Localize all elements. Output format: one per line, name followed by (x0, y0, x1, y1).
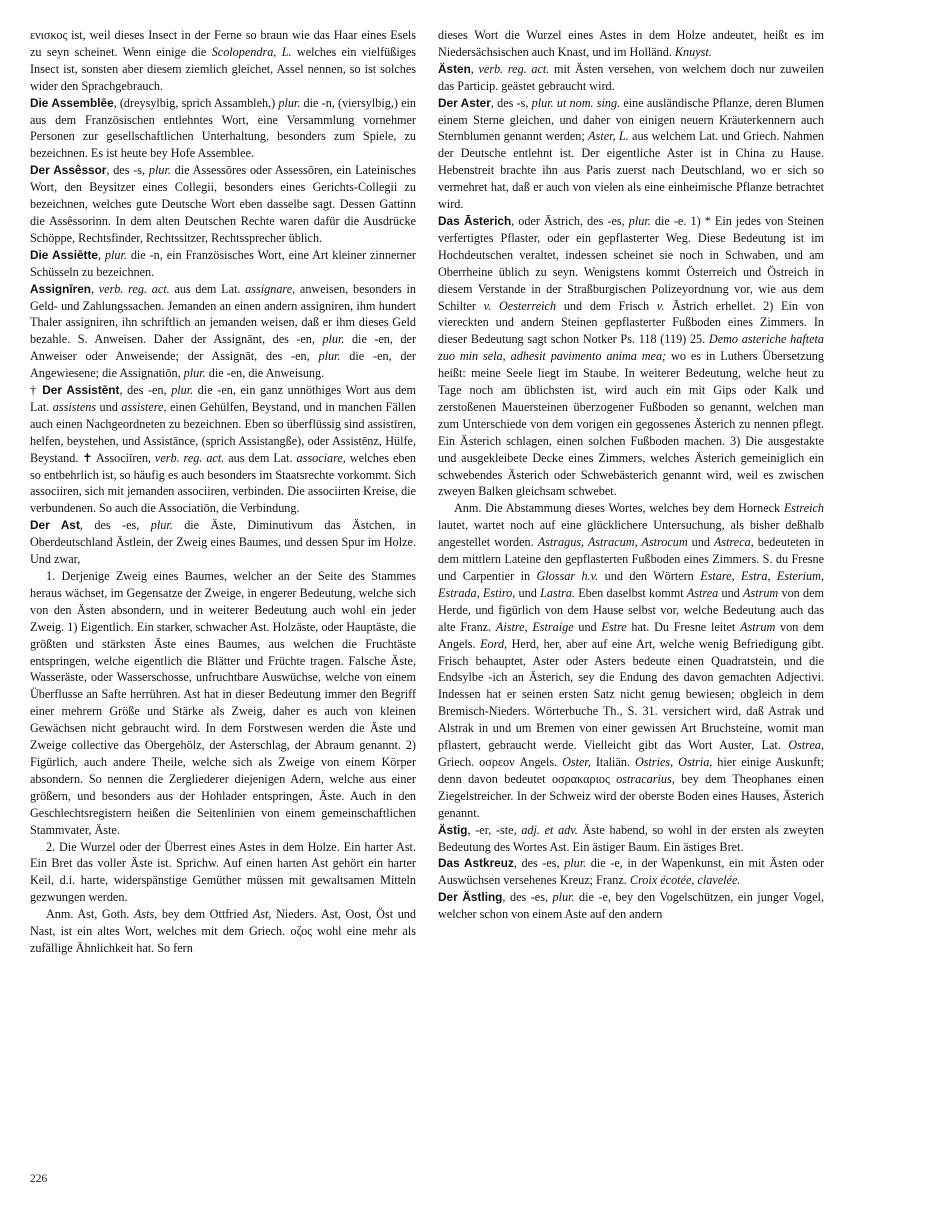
entry-paragraph (438, 213, 824, 500)
body-text: Anm. Die Abstammung dieses Wortes, welches bey dem Horneck (454, 501, 784, 516)
italic-text: verb. reg. act. (98, 281, 170, 296)
italic-text: Aistre, Estraige (495, 619, 574, 634)
body-text: Eben daselbst kommt (574, 585, 687, 600)
body-text: einen Gehülfen, Beystand, und in manchen Fällen auch einen Nachgeordneten zu bezeichnen. Eben so überflüssig sind assistīren, helfen, beystehen, und Assistānce, (sprich Assistangße), oder Assistēnz, Hülfe, Beystand. ✝ Associīren, (30, 399, 417, 465)
body-text: , des -en, (119, 383, 172, 398)
headword: Assignīren (30, 281, 91, 296)
italic-text: Astreca, (713, 535, 754, 550)
italic-text: Ast, (252, 907, 272, 922)
body-text: , des -es, (513, 856, 565, 871)
body-text: die -en, ein ganz unnöthiges Wort aus dem Lat. (30, 383, 417, 414)
italic-text: Scolopendra, L. (211, 44, 292, 59)
body-text: Griech. οσρεον Angels. (438, 754, 563, 769)
italic-text: plur. (183, 366, 206, 381)
body-text: die -e, in der Wapenkunst, ein mit Ästen oder Auswüchsen versehenes Kreuz; Franz. (438, 856, 824, 888)
body-text: 2. Die Wurzel oder der Überrest eines Astes in dem Holze. Ein harter Ast. Ein Bret das voller Äste ist. Sprichw. Auf einen harten Ast gehört ein harter Keil, d.i. harte, widerspänstige Gemüther müssen mit gewaltsamen Mitteln gezwungen werden. (30, 839, 416, 905)
headword: Der Aster (438, 95, 491, 110)
entry-paragraph (30, 568, 416, 839)
body-text: , (470, 61, 479, 76)
italic-text: plur. (148, 163, 171, 178)
headword: Der Ästling (438, 890, 503, 905)
left-column (30, 27, 416, 957)
italic-text: plur. (628, 213, 651, 228)
entry-paragraph (438, 500, 824, 821)
body-text: Äste habend, so wohl in der ersten als zweyten Bedeutung des Wortes Ast. Ein ästiger Baum. Ein ästiges Bret. (438, 822, 825, 854)
italic-text: Croix écotée, clavelée. (629, 873, 741, 888)
italic-text: Glossar h.v. (536, 569, 599, 583)
entry-paragraph (30, 517, 416, 568)
body-text: und (96, 399, 122, 414)
italic-text: Ostries, Ostria, (634, 754, 713, 769)
body-text: lautet, wartet noch auf eine glücklichere Untersuchung, als bisher deßhalb angestellet worden. (438, 518, 824, 550)
italic-text: verb. reg. act. (478, 61, 550, 76)
body-text: Italiän. (590, 754, 635, 769)
italic-text: v. Oesterreich (483, 298, 557, 313)
italic-text: Estre (601, 619, 627, 634)
italic-text: Estare, Estra, Esterium, Estrada, Estiro, (438, 569, 824, 600)
body-text: welches ein vielfüßiges Insect ist, sonsten aber diesem ziemlich gleichet, Assel nennen, so ist solches wider den Sprachgebrauch. (30, 44, 416, 93)
italic-text: Knuyst. (674, 44, 712, 59)
entry-paragraph (438, 61, 824, 95)
entry-paragraph (30, 247, 416, 281)
body-text: 1. Derjenige Zweig eines Baumes, welcher an der Seite des Stammes heraus wächset, im Gegensatze der Zweige, in engerer Bedeutung, welche sich von den Ästen absondern, und in weiterer Bedeutung auch wohl ein jeder Zweig. 1) Eigentlich. Ein starker, schwacher Ast. Holzäste, oder Hauptäste, die größten und stärksten Äste eines Baumes, aus welchen die Fruchtäste entspringen, welche eigentlich die Blätter und Früchte tragen. Falsche Äste, Wasseräste, oder Wasserschosse, unfruchtbare Auswüchse, welche von einem Überflusse an Safte herrühren. Ast hat in dieser Bedeutung immer den Begriff einer mehrern Größe und Stärke als Zweig, daher es auch von kleinen Gewächsen nicht gebraucht wird. In dem Forstwesen werden die Äste und Zweige collective das Obergehölz, der Asterschlag, der Abraum genannt. 2) Figürlich, auch andere Theile, welche sich als Zweige von einem Körper absondern. So nennen die Zergliederer diejenigen Adern, welche aus einer größern, und besonders aus der Hohlader entspringen, Äste. Auch in den Geschlechtsregistern heißen die Seitenlinien von einem gemeinschaftlichen Stammvater, Äste. (30, 569, 416, 837)
body-text: , (90, 281, 99, 296)
italic-text: Astrum (740, 619, 776, 634)
italic-text: assistens (52, 399, 97, 414)
headword: Der Ast (30, 518, 80, 533)
body-text: ενισκος ist, weil dieses Insect in der Ferne so braun wie das Haar eines Esels zu seyn scheinet. Wenn einige die (30, 28, 416, 59)
body-text: welches eben so entbehrlich ist, so häufig es auch besonders im Staatsrechte vorkommt. Sich associiren, sich mit jemanden associiren, verbinden. Die associirten Kreise, die verbundenen. So auch die Associatiōn, die Verbindung. (30, 450, 416, 516)
body-text: bey dem Ottfried (157, 907, 253, 922)
italic-text: Astrum (743, 585, 779, 600)
body-text: die -en, die Anweisung. (205, 366, 325, 381)
italic-text: Astrea (686, 585, 719, 600)
right-column (438, 27, 824, 923)
italic-text: plur. ut nom. sing. (531, 95, 621, 110)
body-text: Nieders. Ast, Oost, Öst und Nast, ist ein altes Wort, welches mit dem Griech. οζος wohl eine mehr als zufällige Ähnlichkeit hat. So fern (30, 907, 416, 955)
entry-paragraph (438, 822, 824, 856)
italic-text: Estreich (783, 501, 824, 516)
entry-paragraph (438, 889, 824, 923)
body-text: eine ausländische Pflanze, deren Blumen einem Sterne gleichen, und daher von einigen neuern Kräuterkennern auch Sternblumen genannt werden; (438, 95, 824, 144)
italic-text: verb. reg. act. (154, 450, 225, 465)
body-text: die -en, der Anweiser oder Anweisende; der Assignāt, des -en, (30, 332, 417, 364)
italic-text: assistere, (121, 399, 167, 414)
headword: Der Assistēnt (42, 383, 120, 398)
body-text: aus dem Lat. (169, 281, 246, 296)
body-text: und (573, 619, 602, 634)
page-number: 226 (30, 1173, 48, 1185)
body-text: von dem Angels. (438, 619, 825, 651)
headword: Der Assêssor (30, 163, 107, 178)
italic-text: associare, (296, 450, 346, 465)
body-text: die -e, bey den Vogelschützen, ein junger Vogel, welcher schon von einem Aste auf den andern (438, 890, 824, 922)
italic-text: plur. (552, 890, 575, 905)
italic-text: v. (656, 298, 665, 313)
entry-paragraph (30, 95, 416, 163)
italic-text: assignare, (245, 281, 296, 296)
body-text: hat. Du Fresne leitet (626, 619, 741, 634)
body-text: , des -es, (502, 890, 553, 905)
body-text: Anm. Ast, Goth. (46, 907, 134, 922)
italic-text: plur. (564, 856, 587, 871)
body-text: , oder Āstrich, des -es, (511, 213, 629, 228)
body-text: aus dem Lat. (224, 450, 297, 465)
body-text: die Assessōres oder Assessōren, ein Lateinisches Wort, den Beysitzer eines Collegii, besonders eines Gerichts-Collegii zu bezeichnen, welches gute Deutsche Wort eben dasselbe sagt. Dessen Gattinn die Assêssorinn. In dem alten Deutschen Rechte waren dafür die Ausdrücke Schöppe, Rechtsfinder, Rechtssitzer, Rechtssprecher üblich. (30, 163, 416, 245)
italic-text: Asts, (133, 907, 158, 922)
body-text: und (718, 585, 744, 600)
italic-text: Astragus, Astracum, Astrocum (537, 535, 688, 550)
italic-text: plur. (322, 332, 345, 347)
italic-text: plur. (171, 383, 194, 398)
italic-text: adj. et adv. (521, 822, 578, 837)
body-text: die -n, (viersylbig,) ein aus dem Französischen entlehntes Wort, eine Versammlung vornehmer Personen zur gesellschaftlichen Unterhaltung, besonders zum Spiele, zu bezeichnen. Es ist heute bey Hofe Assemblee. (30, 95, 416, 161)
body-text: wo es in Luthers Übersetzung heißt: meine Seele liegt im Staube. In weiterer Bedeutung, welche heut zu Tage noch am üblichsten ist, wird auch ein mit Gips oder Kalk und zerstoßenen Mauersteinen überzogener Fußboden so genannt, welchen man zum Unterschiede von dem vorigen ein gegossenes Ästerich zu nennen pflegt. Ein Ästerich schlagen, einen solchen Fußboden machen. 3) Die ausgestakte und ausgekleibete Decke eines Zimmers, welches Ästerich gemeiniglich ein schwebendes Ästerich oder Schwebästerich genannt wird, weil es zwischen zweyen Balken gleichsam schwebet. (438, 349, 824, 499)
body-text: und (687, 535, 714, 550)
body-text: und dem Frisch (556, 298, 657, 313)
body-text: die -e. 1) * Ein jedes von Steinen verfertigtes Pflaster, oder ein gepflasterter Weg. Diese Bedeutung ist im Hochdeutschen veraltet, indessen scheinet sie noch in Schwaben, und am Oberrheine üblich zu seyn. Wenigstens kommt Österreich und Östreich in diesem Verstande in der Straßburgischen Polizeyordnung vor, wie aus dem Schilter (438, 213, 824, 313)
body-text: bedeuteten in dem mittlern Lateine den gepflasterten Fußboden eines Zimmers. S. du Fresne und Carpentier in (438, 535, 824, 583)
body-text: , des -s, (106, 163, 149, 178)
entry-paragraph (438, 95, 824, 213)
body-text: , des -s, (490, 95, 532, 110)
body-text: Herd, her, aber auf eine Art, welche wenig Befriedigung gibt. Frisch behauptet, Aster oder Asters bedeute einen Quadratstein, und die Endsylbe -ich an Ästerich, sey die Endung des davon gemachten Adjectivi. Indessen hat er seinen ersten Satz nicht genug bewiesen; obgleich in dem Bremisch-Nieders. Wörterbuche Th., S. 31. versichert wird, daß Astrak und Alstrak in und um Bremen von einer gewissen Art Bruchsteine, womit man pflastert, gebraucht werde. Vielleicht gibt das Wort Auster, Lat. (438, 636, 824, 753)
italic-text: ostracarius, (616, 771, 675, 786)
body-text: und (515, 585, 541, 600)
entry-paragraph (438, 27, 824, 61)
entry-paragraph (30, 382, 416, 517)
body-text: , -er, -ste, (467, 822, 522, 837)
headword: Ästig (438, 822, 468, 837)
headword: Ästen (438, 61, 471, 76)
body-text: die Äste, Diminutivum das Ästchen, in Oberdeutschland Ästlein, der Zweig eines Baumes, und dessen Spur im Holze. Und zwar, (30, 518, 416, 567)
entry-paragraph (30, 906, 416, 957)
italic-text: plur. (318, 349, 341, 364)
body-text: von dem Herde, und figürlich von dem Hause selbst vor, welche Bedeutung auch das alte Franz. (438, 585, 825, 634)
italic-text: plur. (104, 247, 127, 262)
body-text: bey dem Theophanes einen Ziegelstreicher. In der Schweiz wird der oberste Boden eines Hauses, Ästerich genannt. (438, 771, 824, 820)
body-text: , des -es, (79, 518, 151, 533)
entry-paragraph (438, 855, 824, 889)
italic-text: Ostrea, (788, 738, 824, 753)
body-text: die -en, der Angewiesene; die Assignatiōn, (30, 349, 416, 381)
italic-text: Demo asteriche hafteta zuo min sela, adhesit pavimento anima mea; (438, 332, 824, 364)
body-text: hier einige Auskunft; denn davon bedeutet οσρακαριος (438, 754, 824, 786)
body-text: die -n, ein Französisches Wort, eine Art kleiner zinnerner Schüsseln zu bezeichnen. (30, 247, 416, 279)
entry-paragraph (30, 281, 416, 382)
entry-paragraph (30, 27, 416, 95)
body-text: dieses Wort die Wurzel eines Astes in dem Holze andeutet, heißt es im Niedersächsischen auch Knast, und im Holländ. (438, 28, 824, 59)
italic-text: Eord, (480, 636, 508, 651)
italic-text: plur. (150, 518, 173, 533)
entry-paragraph (30, 839, 416, 907)
headword: Die Assiētte (30, 247, 98, 262)
body-text: † (30, 383, 43, 398)
body-text: , (dreysylbig, sprich Assambleh,) (113, 95, 279, 110)
body-text: aus welchem Lat. und Griech. Nahmen der Deutsche entlehnt ist. Der eigentliche Aster ist in China zu Hause. Hebenstreit brachte ihn aus Paris zuerst nach Deutschland, wo er sich so vermehret hat, daß er auch von vielen als eine einheimische Pflanze betrachtet wird. (438, 129, 825, 212)
headword: Das Astkreuz (438, 856, 514, 871)
body-text: , (97, 247, 105, 262)
italic-text: Lastra. (540, 585, 575, 600)
entry-paragraph (30, 162, 416, 247)
headword: Die Assemblēe (30, 95, 114, 110)
body-text: Āstrich erhellet. 2) Ein von viereckten und andern Steinen gepflasterter Fußboden eines Zimmers. In dieser Bedeutung sagt schon Notker Ps. 118 (119) 25. (438, 298, 824, 347)
body-text: mit Ästen versehen, von welchem doch nur zuweilen das Particip. geästet gebraucht wird. (438, 61, 825, 93)
body-text: anweisen, besonders in Geld- und Zahlungssachen. Jemanden an einen andern assigniren, ihm hundert Thaler assigniren, ihn schriftlich an jemanden weisen, daß er ihm dieses Geld bezahle. S. Anweisen. Daher der Assignānt, des -en, (30, 281, 416, 347)
italic-text: Aster, L. (588, 129, 629, 144)
italic-text: plur. (278, 95, 301, 110)
italic-text: Oster, (562, 754, 591, 769)
body-text: und den Wörtern (598, 569, 701, 583)
headword: Das Āsterich (438, 213, 512, 228)
